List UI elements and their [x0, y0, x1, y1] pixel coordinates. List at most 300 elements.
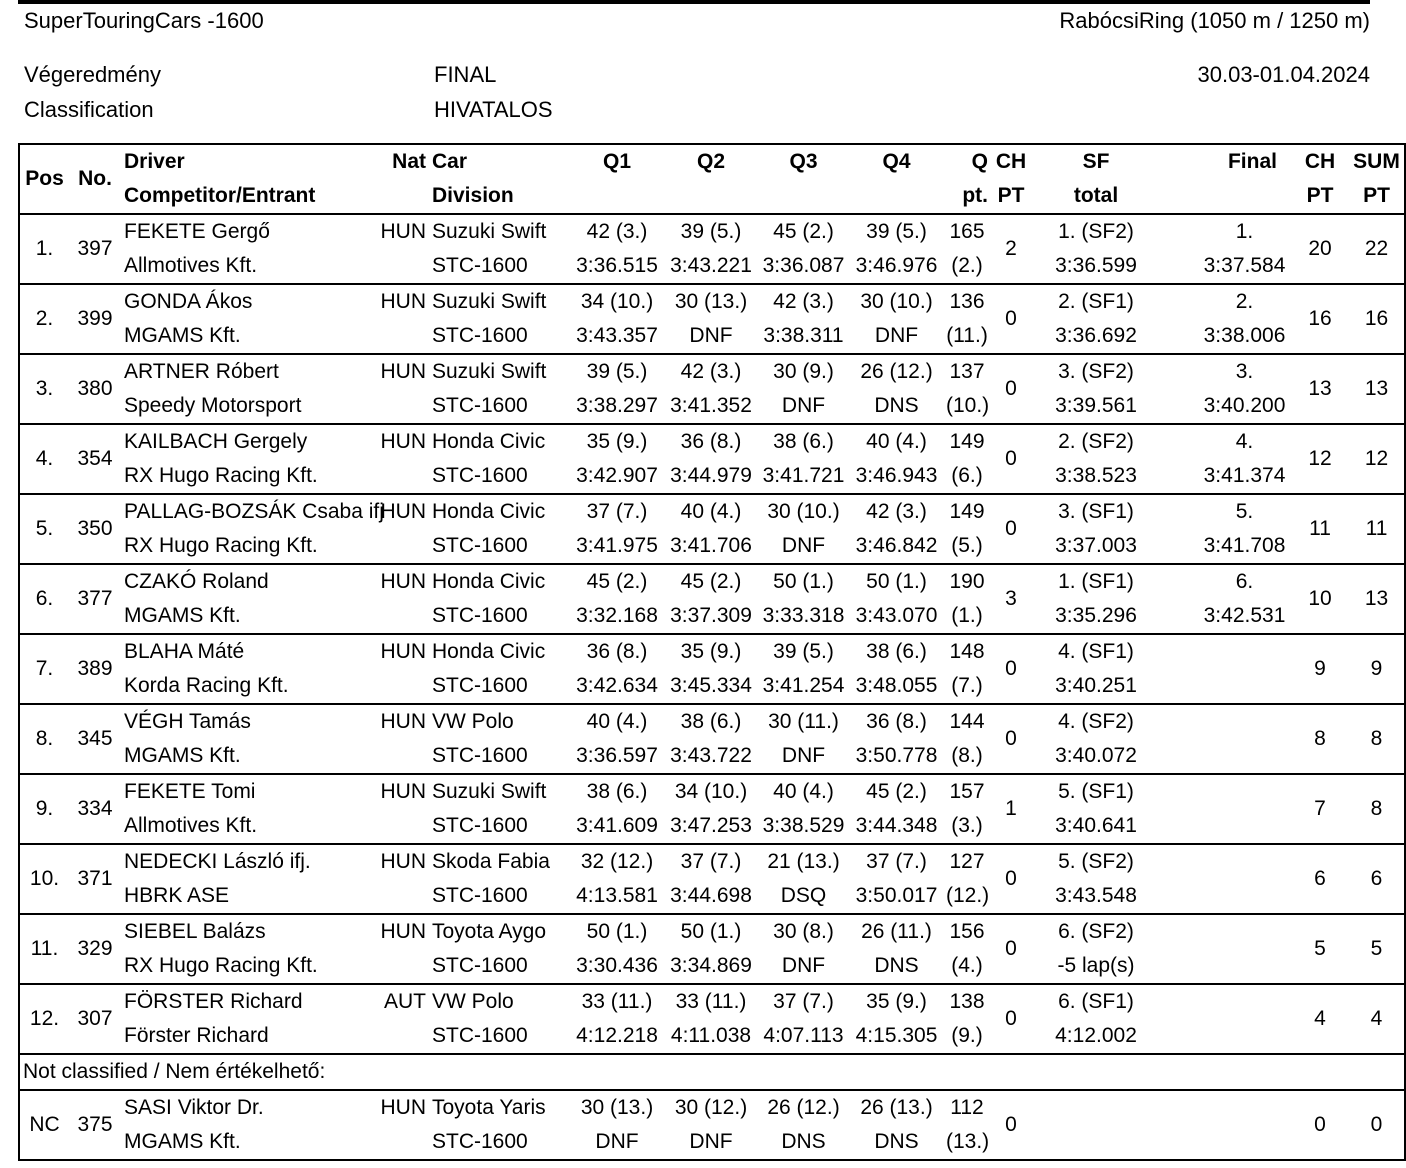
car-model: Toyota Yaris: [429, 1090, 569, 1125]
q2-points: 33 (11.): [665, 984, 757, 1019]
sum-points: 4: [1349, 984, 1405, 1054]
col-sum-bot: PT: [1363, 184, 1390, 207]
car-model: Suzuki Swift: [429, 214, 569, 249]
ch-points: 0: [991, 704, 1031, 774]
nationality: AUT: [375, 984, 429, 1019]
q4-points: 30 (10.): [850, 284, 943, 319]
position: 11.: [19, 914, 69, 984]
entrant-name: Allmotives Kft.: [124, 814, 258, 837]
entrant-name: Allmotives Kft.: [124, 254, 258, 277]
q-rank: (6.): [951, 464, 983, 487]
q1-points: 32 (12.): [569, 844, 665, 879]
table-row-line2: [19, 599, 1405, 634]
q4-points: 39 (5.): [850, 214, 943, 249]
q-rank: (7.): [951, 674, 983, 697]
q1-time: DNF: [595, 1130, 639, 1153]
q-total-points: 149: [943, 494, 991, 529]
driver-name: NEDECKI László ifj.: [121, 844, 375, 879]
q1-time: 3:30.436: [576, 954, 658, 977]
position: 4.: [19, 424, 69, 494]
entrant-name: MGAMS Kft.: [124, 604, 241, 627]
ch-points: 0: [991, 354, 1031, 424]
superfinal-position: 1. (SF1): [1031, 564, 1161, 599]
q3-points: 38 (6.): [757, 424, 850, 459]
entrant-name: RX Hugo Racing Kft.: [124, 534, 318, 557]
q1-time: 4:13.581: [576, 884, 658, 907]
q3-time: 4:07.113: [763, 1024, 844, 1047]
ch-points: 0: [991, 494, 1031, 564]
nationality: HUN: [375, 774, 429, 809]
table-row-line2: [19, 879, 1405, 914]
division: STC-1600: [432, 814, 528, 837]
car-number: 329: [69, 914, 121, 984]
q3-time: 3:36.087: [762, 254, 845, 277]
car-number: 389: [69, 634, 121, 704]
nat-blank: [375, 459, 429, 494]
col-q1: Q1: [602, 150, 631, 173]
not-classified-heading-row: [19, 1054, 1405, 1090]
q1-time: 3:36.597: [576, 744, 658, 767]
ch-points: 1: [991, 774, 1031, 844]
superfinal-time: 3:37.003: [1055, 534, 1137, 557]
q4-points: 38 (6.): [850, 634, 943, 669]
nationality: HUN: [375, 494, 429, 529]
driver-name: BLAHA Máté: [121, 634, 375, 669]
q4-time: 3:46.842: [855, 534, 938, 557]
q4-time: 3:48.055: [855, 674, 938, 697]
results-body: [19, 214, 1405, 1160]
entrant-name: Speedy Motorsport: [124, 394, 302, 417]
q1-time: 3:38.297: [576, 394, 658, 417]
final-position: [1161, 634, 1291, 669]
nationality: HUN: [375, 914, 429, 949]
q2-points: 42 (3.): [665, 354, 757, 389]
table-row-line2: [19, 389, 1405, 424]
superfinal-time: 3:36.692: [1055, 324, 1137, 347]
q-rank: (10.): [946, 394, 990, 417]
col-qpt-top: Q: [971, 150, 988, 173]
nat-blank: [375, 529, 429, 564]
q1-time: 3:42.907: [576, 464, 658, 487]
q2-time: DNF: [689, 1130, 733, 1153]
col-sf-bot: total: [1073, 184, 1119, 207]
status-official: HIVATALOS: [434, 97, 553, 122]
driver-name: SASI Viktor Dr.: [121, 1090, 375, 1125]
final-position: 1.: [1161, 214, 1291, 249]
position: 10.: [19, 844, 69, 914]
superfinal-time: 4:12.002: [1055, 1024, 1137, 1047]
championship-points: 11: [1291, 494, 1349, 564]
table-row: [19, 774, 1405, 809]
table-row-line2: [19, 809, 1405, 844]
q3-points: 45 (2.): [757, 214, 850, 249]
q2-points: 34 (10.): [665, 774, 757, 809]
q-total-points: 148: [943, 634, 991, 669]
sum-points: 16: [1349, 284, 1405, 354]
title-english: Classification: [24, 97, 154, 122]
superfinal-position: 3. (SF1): [1031, 494, 1161, 529]
col-sum-top: SUM: [1353, 150, 1400, 173]
division: STC-1600: [432, 954, 528, 977]
table-row: [19, 914, 1405, 949]
superfinal-time: -5 lap(s): [1057, 954, 1135, 977]
final-position: 3.: [1161, 354, 1291, 389]
q-total-points: 149: [943, 424, 991, 459]
q2-time: 3:34.869: [670, 954, 752, 977]
q1-points: 33 (11.): [569, 984, 665, 1019]
table-row: [19, 494, 1405, 529]
q-rank: (13.): [946, 1130, 990, 1153]
driver-name: ARTNER Róbert: [121, 354, 375, 389]
championship-points: 13: [1291, 354, 1349, 424]
position: NC: [19, 1090, 69, 1160]
entrant-name: Förster Richard: [124, 1024, 269, 1047]
division: STC-1600: [432, 1024, 528, 1047]
table-row-line2: [19, 529, 1405, 564]
nationality: HUN: [375, 214, 429, 249]
position: 7.: [19, 634, 69, 704]
car-number: 334: [69, 774, 121, 844]
table-row: [19, 284, 1405, 319]
final-position: 2.: [1161, 284, 1291, 319]
ch-points: 3: [991, 564, 1031, 634]
q3-points: 30 (11.): [757, 704, 850, 739]
driver-name: GONDA Ákos: [121, 284, 375, 319]
nat-blank: [375, 319, 429, 354]
q4-points: 26 (12.): [850, 354, 943, 389]
q-total-points: 136: [943, 284, 991, 319]
table-row: [19, 564, 1405, 599]
final-time: [1161, 809, 1291, 844]
car-model: Toyota Aygo: [429, 914, 569, 949]
final-position: 6.: [1161, 564, 1291, 599]
driver-name: FEKETE Tomi: [121, 774, 375, 809]
q1-time: 3:36.515: [576, 254, 658, 277]
q4-points: 26 (11.): [850, 914, 943, 949]
q4-time: DNS: [874, 394, 919, 417]
table-row: [19, 634, 1405, 669]
q-rank: (4.): [951, 954, 983, 977]
q3-time: 3:41.254: [762, 674, 845, 697]
q4-time: 3:50.017: [855, 884, 938, 907]
sum-points: 5: [1349, 914, 1405, 984]
q2-time: 3:44.698: [670, 884, 752, 907]
final-position: [1161, 844, 1291, 879]
q2-time: DNF: [689, 324, 733, 347]
superfinal-time: 3:40.641: [1055, 814, 1137, 837]
sum-points: 9: [1349, 634, 1405, 704]
superfinal-position: 2. (SF2): [1031, 424, 1161, 459]
q4-points: 42 (3.): [850, 494, 943, 529]
ch-points: 0: [991, 284, 1031, 354]
position: 6.: [19, 564, 69, 634]
q3-time: DNF: [781, 534, 826, 557]
col-division: Division: [432, 184, 514, 207]
q3-points: 30 (10.): [757, 494, 850, 529]
table-row: [19, 214, 1405, 249]
ch-points: 0: [991, 634, 1031, 704]
car-model: Honda Civic: [429, 424, 569, 459]
table-row-line2: [19, 249, 1405, 284]
q2-time: 3:43.722: [670, 744, 752, 767]
final-time: 3:42.531: [1203, 604, 1286, 627]
nat-blank: [375, 599, 429, 634]
position: 3.: [19, 354, 69, 424]
q4-points: 26 (13.): [850, 1090, 943, 1125]
table-row: [19, 424, 1405, 459]
superfinal-position: 3. (SF2): [1031, 354, 1161, 389]
superfinal-position: 5. (SF2): [1031, 844, 1161, 879]
nationality: HUN: [375, 1090, 429, 1125]
table-row: [19, 1090, 1405, 1125]
q2-time: 3:41.706: [670, 534, 752, 557]
q2-points: 50 (1.): [665, 914, 757, 949]
superfinal-time: 3:40.072: [1055, 744, 1137, 767]
car-number: 380: [69, 354, 121, 424]
superfinal-position: 5. (SF1): [1031, 774, 1161, 809]
q2-points: 39 (5.): [665, 214, 757, 249]
col-no: No.: [78, 167, 112, 190]
col-pos: Pos: [25, 167, 64, 190]
championship-points: 9: [1291, 634, 1349, 704]
q1-points: 36 (8.): [569, 634, 665, 669]
col-qpt-bot: pt.: [962, 184, 988, 207]
car-number: 375: [69, 1090, 121, 1160]
championship-points: 12: [1291, 424, 1349, 494]
championship-points: 0: [1291, 1090, 1349, 1160]
car-number: 399: [69, 284, 121, 354]
col-q2: Q2: [696, 150, 725, 173]
q3-time: DSQ: [780, 884, 827, 907]
superfinal-position: [1031, 1090, 1161, 1125]
track-name: RabócsiRing (1050 m / 1250 m): [1059, 8, 1370, 33]
q4-time: 3:46.976: [855, 254, 938, 277]
championship-points: 20: [1291, 214, 1349, 284]
q3-points: 50 (1.): [757, 564, 850, 599]
entrant-name: RX Hugo Racing Kft.: [124, 954, 318, 977]
entrant-name: HBRK ASE: [124, 884, 230, 907]
q3-points: 37 (7.): [757, 984, 850, 1019]
q-rank: (8.): [951, 744, 983, 767]
q4-points: 50 (1.): [850, 564, 943, 599]
final-time: [1161, 1125, 1291, 1160]
car-model: Honda Civic: [429, 494, 569, 529]
q2-time: 4:11.038: [670, 1024, 752, 1047]
championship-points: 10: [1291, 564, 1349, 634]
q2-points: 45 (2.): [665, 564, 757, 599]
entrant-name: MGAMS Kft.: [124, 1130, 241, 1153]
ch-points: 0: [991, 424, 1031, 494]
table-row: [19, 844, 1405, 879]
nationality: HUN: [375, 354, 429, 389]
q1-points: 42 (3.): [569, 214, 665, 249]
q2-time: 3:43.221: [670, 254, 752, 277]
q-total-points: 137: [943, 354, 991, 389]
q-total-points: 144: [943, 704, 991, 739]
q4-points: 40 (4.): [850, 424, 943, 459]
q1-points: 35 (9.): [569, 424, 665, 459]
car-model: Skoda Fabia: [429, 844, 569, 879]
nat-blank: [375, 669, 429, 704]
q-total-points: 157: [943, 774, 991, 809]
nat-blank: [375, 1019, 429, 1054]
nat-blank: [375, 1125, 429, 1160]
nationality: HUN: [375, 284, 429, 319]
q2-time: 3:41.352: [670, 394, 752, 417]
sum-points: 0: [1349, 1090, 1405, 1160]
championship-points: 6: [1291, 844, 1349, 914]
sum-points: 8: [1349, 774, 1405, 844]
nationality: HUN: [375, 564, 429, 599]
q3-time: DNF: [781, 394, 826, 417]
final-time: [1161, 669, 1291, 704]
q3-time: 3:38.529: [762, 814, 845, 837]
q1-time: 3:42.634: [576, 674, 658, 697]
q3-time: DNS: [781, 1130, 826, 1153]
q4-time: 3:43.070: [855, 604, 938, 627]
q2-time: 3:44.979: [670, 464, 752, 487]
sum-points: 8: [1349, 704, 1405, 774]
division: STC-1600: [432, 464, 528, 487]
header-row-1: [19, 144, 1405, 179]
championship-points: 16: [1291, 284, 1349, 354]
col-q4: Q4: [882, 150, 911, 173]
driver-name: SIEBEL Balázs: [121, 914, 375, 949]
final-time: 3:37.584: [1203, 254, 1286, 277]
q-total-points: 156: [943, 914, 991, 949]
q2-points: 36 (8.): [665, 424, 757, 459]
final-time: [1161, 949, 1291, 984]
q-rank: (2.): [951, 254, 983, 277]
division: STC-1600: [432, 534, 528, 557]
division: STC-1600: [432, 394, 528, 417]
q2-points: 30 (13.): [665, 284, 757, 319]
entrant-name: Korda Racing Kft.: [124, 674, 289, 697]
superfinal-position: 2. (SF1): [1031, 284, 1161, 319]
car-model: VW Polo: [429, 704, 569, 739]
q3-points: 40 (4.): [757, 774, 850, 809]
event-date: 30.03-01.04.2024: [1197, 62, 1370, 87]
col-q3: Q3: [789, 150, 818, 173]
q1-points: 38 (6.): [569, 774, 665, 809]
final-time: [1161, 879, 1291, 914]
car-number: 377: [69, 564, 121, 634]
division: STC-1600: [432, 744, 528, 767]
driver-name: PALLAG-BOZSÁK Csaba ifj: [121, 494, 375, 529]
ch-points: 0: [991, 984, 1031, 1054]
sum-points: 22: [1349, 214, 1405, 284]
final-position: [1161, 984, 1291, 1019]
nationality: HUN: [375, 844, 429, 879]
q1-time: 3:41.975: [576, 534, 658, 557]
nationality: HUN: [375, 634, 429, 669]
q-rank: (11.): [946, 324, 988, 347]
driver-name: FEKETE Gergő: [121, 214, 375, 249]
not-classified-heading: Not classified / Nem értékelhető:: [19, 1054, 1405, 1090]
results-table: [18, 143, 1406, 1161]
superfinal-time: 3:40.251: [1055, 674, 1137, 697]
superfinal-position: 6. (SF1): [1031, 984, 1161, 1019]
q4-points: 37 (7.): [850, 844, 943, 879]
final-position: [1161, 914, 1291, 949]
q1-time: 3:43.357: [576, 324, 658, 347]
final-time: 3:40.200: [1203, 394, 1286, 417]
q-rank: (3.): [951, 814, 983, 837]
nat-blank: [375, 249, 429, 284]
col-sf-top: SF: [1082, 150, 1110, 173]
nat-blank: [375, 879, 429, 914]
car-model: Honda Civic: [429, 564, 569, 599]
championship-points: 7: [1291, 774, 1349, 844]
division: STC-1600: [432, 604, 528, 627]
final-time: 3:41.708: [1203, 534, 1286, 557]
q3-points: 39 (5.): [757, 634, 850, 669]
q2-time: 3:37.309: [670, 604, 752, 627]
q2-points: 35 (9.): [665, 634, 757, 669]
q4-time: 4:15.305: [855, 1024, 938, 1047]
table-row-line2: [19, 949, 1405, 984]
col-chpt2-bot: PT: [1306, 184, 1334, 207]
q1-points: 50 (1.): [569, 914, 665, 949]
position: 1.: [19, 214, 69, 284]
superfinal-position: 4. (SF1): [1031, 634, 1161, 669]
final-position: 4.: [1161, 424, 1291, 459]
col-driver: Driver: [124, 150, 185, 173]
q3-time: 3:41.721: [762, 464, 845, 487]
title-hungarian: Végeredmény: [24, 62, 161, 87]
q4-points: 35 (9.): [850, 984, 943, 1019]
top-rule: [18, 0, 1370, 4]
q-total-points: 112: [943, 1090, 991, 1125]
championship-points: 5: [1291, 914, 1349, 984]
sum-points: 13: [1349, 564, 1405, 634]
q-total-points: 190: [943, 564, 991, 599]
car-model: Suzuki Swift: [429, 284, 569, 319]
nationality: HUN: [375, 424, 429, 459]
final-position: [1161, 1090, 1291, 1125]
table-row: [19, 984, 1405, 1019]
table-row-line2: [19, 319, 1405, 354]
ch-points: 0: [991, 914, 1031, 984]
q3-time: DNF: [781, 954, 826, 977]
driver-name: KAILBACH Gergely: [121, 424, 375, 459]
q3-points: 21 (13.): [757, 844, 850, 879]
q4-points: 36 (8.): [850, 704, 943, 739]
final-position: 5.: [1161, 494, 1291, 529]
q1-points: 34 (10.): [569, 284, 665, 319]
q3-points: 26 (12.): [757, 1090, 850, 1125]
q1-points: 30 (13.): [569, 1090, 665, 1125]
q4-time: 3:44.348: [855, 814, 938, 837]
nationality: HUN: [375, 704, 429, 739]
nat-blank: [375, 949, 429, 984]
nat-blank: [375, 809, 429, 844]
superfinal-time: 3:43.548: [1055, 884, 1137, 907]
q3-time: 3:33.318: [762, 604, 845, 627]
header-row-2: [19, 179, 1405, 214]
nat-blank: [375, 389, 429, 424]
final-time: [1161, 1019, 1291, 1054]
table-row-line2: [19, 739, 1405, 774]
division: STC-1600: [432, 324, 528, 347]
superfinal-position: 6. (SF2): [1031, 914, 1161, 949]
driver-name: FÖRSTER Richard: [121, 984, 375, 1019]
position: 8.: [19, 704, 69, 774]
car-model: Suzuki Swift: [429, 774, 569, 809]
q1-time: 4:12.218: [576, 1024, 658, 1047]
car-number: 371: [69, 844, 121, 914]
table-row-line2: [19, 669, 1405, 704]
